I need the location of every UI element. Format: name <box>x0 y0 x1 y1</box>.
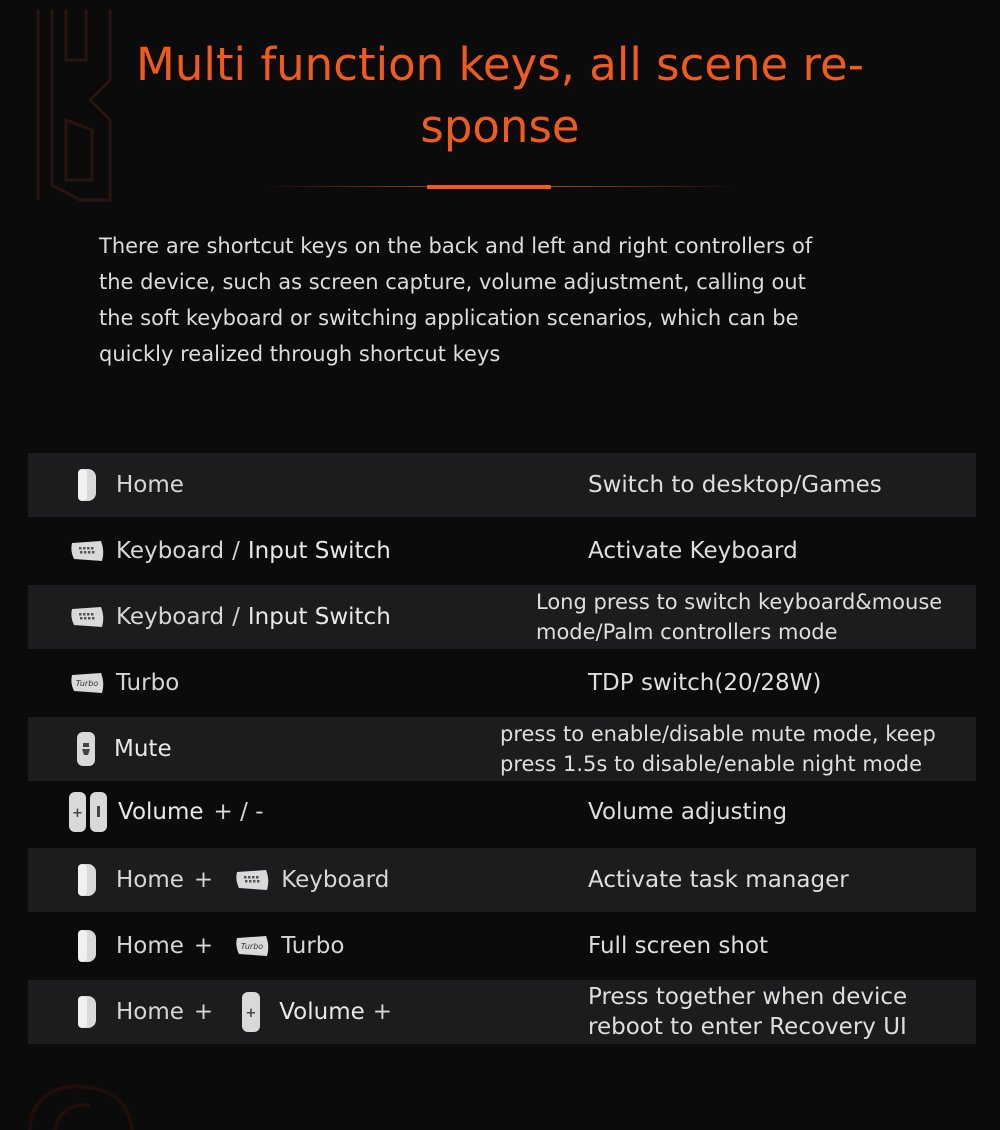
key-label: Home <box>116 472 184 498</box>
turbo-key-icon <box>233 934 271 958</box>
shortcut-description: Volume adjusting <box>588 799 788 825</box>
key-label: Mute <box>114 736 172 762</box>
shortcut-description: TDP switch(20/28W) <box>588 670 822 696</box>
key-label: Volume <box>118 799 204 825</box>
background-corner-decoration <box>10 1070 150 1130</box>
page-title-line-2: sponse <box>420 100 580 153</box>
home-key-icon <box>76 995 98 1029</box>
volume-plus-icon <box>241 990 261 1034</box>
shortcut-row-keyboard <box>28 519 976 583</box>
key-label: Keyboard <box>116 538 225 564</box>
shortcut-description: Full screen shot <box>588 933 769 959</box>
turbo-icon-text: Turbo <box>75 679 99 688</box>
key-label: Turbo <box>281 933 345 959</box>
key-plus: + <box>193 999 214 1025</box>
shortcut-description: reboot to enter Recovery UI <box>588 1014 907 1040</box>
keyboard-key-icon <box>233 868 271 892</box>
volume-plus-glyph: + <box>72 806 83 821</box>
intro-paragraph <box>99 228 899 372</box>
shortcut-description: press 1.5s to disable/enable night mode <box>500 752 922 776</box>
key-label: Home <box>116 999 184 1025</box>
home-key-icon <box>76 929 98 963</box>
key-label: Input Switch <box>247 538 391 564</box>
key-label: Keyboard <box>281 867 390 893</box>
key-label: Input Switch <box>247 604 391 630</box>
keyboard-key-icon <box>68 539 106 563</box>
shortcut-description: Activate Keyboard <box>588 538 798 564</box>
key-plus: + <box>193 933 214 959</box>
shortcut-row-volume <box>28 780 976 844</box>
key-plus: + <box>193 867 214 893</box>
volume-plus-glyph: + <box>245 1006 257 1021</box>
page-title-line-1: Multi function keys, all scene re- <box>136 38 864 91</box>
shortcut-row-keyboard-long-press <box>28 585 976 649</box>
key-label: + <box>372 999 393 1025</box>
home-key-icon <box>76 863 98 897</box>
shortcut-row-turbo <box>28 651 976 715</box>
title-divider-accent <box>427 185 551 189</box>
mute-switch-icon <box>76 731 96 767</box>
turbo-icon-text: Turbo <box>240 942 264 951</box>
turbo-key-icon <box>68 671 106 695</box>
shortcut-description: Long press to switch keyboard&mouse <box>536 590 943 614</box>
keyboard-key-icon <box>68 605 106 629</box>
key-label: Keyboard <box>116 604 225 630</box>
intro-line: quickly realized through shortcut keys <box>99 342 501 366</box>
shortcut-row-mute <box>28 717 976 781</box>
intro-line: There are shortcut keys on the back and left and right controllers of <box>99 234 813 258</box>
shortcut-description: Press together when device <box>588 984 908 1010</box>
intro-line: the soft keyboard or switching application scenarios, which can be <box>99 306 799 330</box>
shortcut-description: Activate task manager <box>588 867 849 893</box>
key-separator: / <box>232 604 240 630</box>
shortcut-description: mode/Palm controllers mode <box>536 620 838 644</box>
key-label: Turbo <box>116 670 180 696</box>
page-title <box>0 34 1000 158</box>
shortcut-row-home-turbo <box>28 914 976 978</box>
shortcut-row-home <box>28 453 976 517</box>
home-key-icon <box>76 468 98 502</box>
key-label: + / - <box>213 799 264 825</box>
shortcut-row-home-volume <box>28 980 976 1044</box>
shortcut-description: Switch to desktop/Games <box>588 472 882 498</box>
shortcut-description: press to enable/disable mute mode, keep <box>500 722 936 746</box>
key-separator: / <box>232 538 240 564</box>
intro-line: the device, such as screen capture, volume adjustment, calling out <box>99 270 806 294</box>
key-label: Home <box>116 933 184 959</box>
shortcut-row-home-keyboard <box>28 848 976 912</box>
volume-keys-icon <box>68 790 108 834</box>
key-label: Volume <box>279 999 365 1025</box>
key-label: Home <box>116 867 184 893</box>
